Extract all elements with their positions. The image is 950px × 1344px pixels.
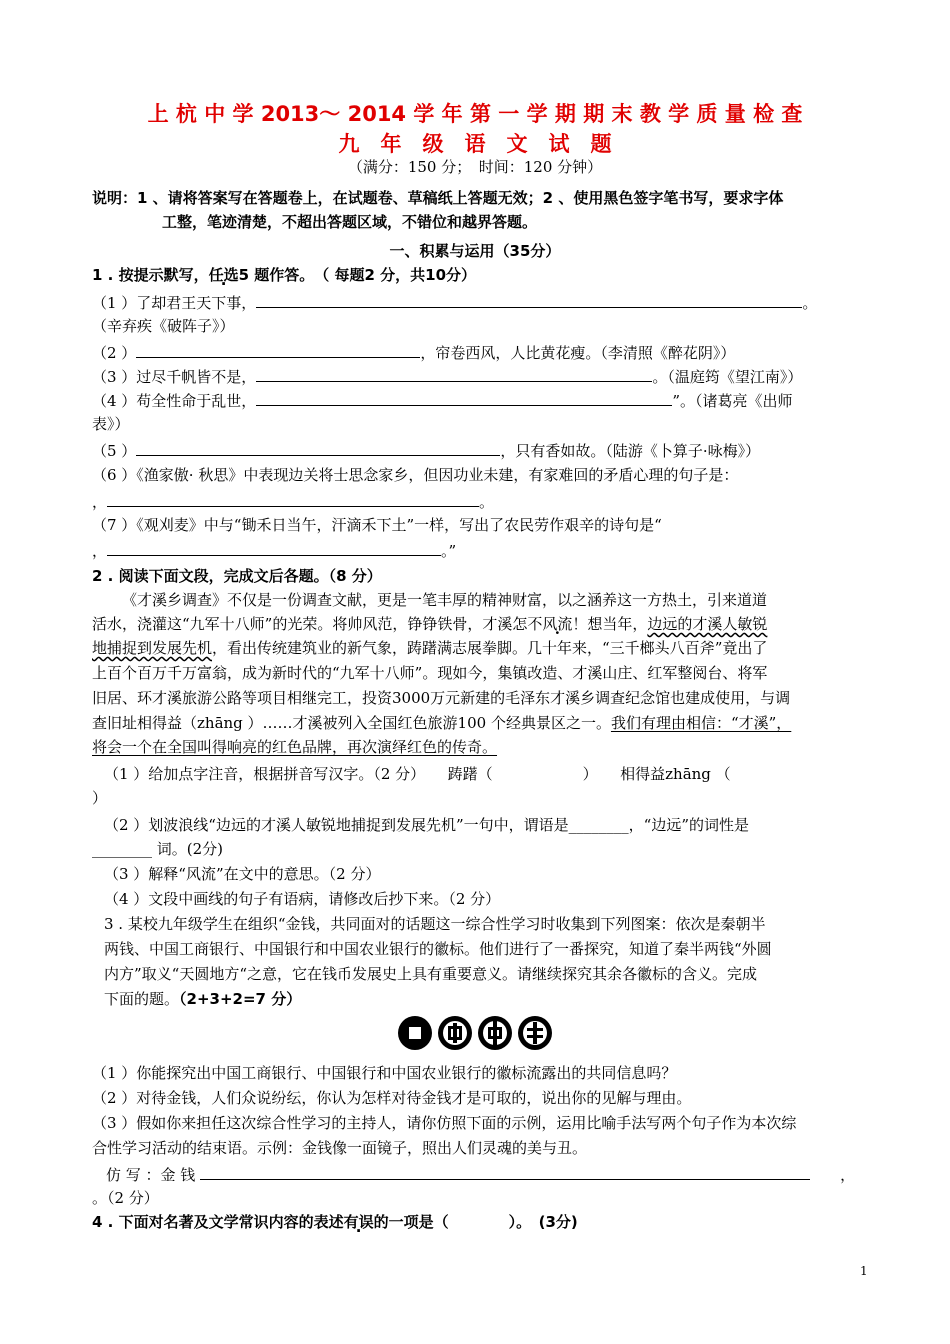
q1-item5: （5 ） ，只有香如故。（陆游《卜算子·咏梅》） <box>92 442 761 460</box>
answer-blank[interactable] <box>256 366 652 382</box>
q1-item7-answer: ， 。” <box>92 542 457 560</box>
bank-emblems <box>398 1016 552 1050</box>
q2-passage-line4: 上百个百万千万富翁，成为新时代的“九军十八师”。现如今，集镇改造、才溪山庄、红军整阅台、将军 <box>92 664 768 682</box>
answer-blank[interactable] <box>107 491 479 507</box>
icbc-logo-icon <box>438 1016 472 1050</box>
q3-sub1: （1 ）你能探究出中国工商银行、中国银行和中国农业银行的徽标流露出的共同信息吗？ <box>92 1064 677 1082</box>
q2-sub1: （1 ）给加点字注音，根据拼音写汉字。（2 分） 踌躇（ ） 相得益zhāng （ <box>104 765 731 783</box>
q1-item4-source: 表》） <box>92 415 130 433</box>
q2-sub1-close: ） <box>92 789 108 807</box>
q3-line1: 3 . 某校九年级学生在组织“金钱，共同面对的话题这一综合性学习时收集到下列图案：依次是秦朝半 <box>104 915 766 933</box>
q2-passage-line6: 查旧址相得益（zhāng ）……才溪被列入全国红色旅游100 个经典景区之一。我们有理由相信：“才溪”， <box>92 714 792 732</box>
answer-blank[interactable] <box>256 390 672 406</box>
page-number: 1 <box>860 1264 868 1278</box>
q2-passage-line1: 《才溪乡调查》不仅是一份调查文献，更是一笔丰厚的精神财富，以之涵养这一方热土，引来道道 <box>122 591 768 609</box>
exam-subtitle: 九 年 级 语 文 试 题 <box>338 132 612 156</box>
q1-item1-source: （辛弃疾《破阵子》） <box>92 317 235 335</box>
q1-item6: （6 ）《渔家傲· 秋思》中表现边关将士思念家乡，但因功业未建，有家难回的矛盾心理的句子是： <box>92 466 739 484</box>
answer-blank[interactable] <box>256 292 802 308</box>
instructions-line2: 工整，笔迹清楚，不超出答题区域，不错位和越界答题。 <box>162 213 538 231</box>
q3-line2: 两钱、中国工商银行、中国银行和中国农业银行的徽标。他们进行了一番探究，知道了秦半两钱“外圆 <box>104 940 772 958</box>
q2-sub4: （4 ）文段中画线的句子有语病，请修改后抄下来。（2 分） <box>104 890 501 908</box>
q4-stem: 4 . 下面对名著及文学常识内容的表述有误的一项是（ ）。 (3分) <box>92 1213 578 1231</box>
q2-passage-line5: 旧居、环才溪旅游公路等项目相继完工，投资3000万元新建的毛泽东才溪乡调查纪念馆也建成使用，与调 <box>92 689 791 707</box>
q2-passage-line7: 将会一个在全国叫得响亮的红色品牌，再次演绎红色的传奇。 <box>92 738 498 756</box>
q2-stem: 2 . 阅读下面文段，完成文后各题。（8 分） <box>92 567 382 585</box>
q2-passage-line2: 活水，浇灌这“九军十八师”的光荣。将帅风范，铮铮铁骨，才溪怎不风流！想当年，边远的才溪人敏锐 <box>92 615 768 633</box>
q1-item3: （3 ）过尽千帆皆不是， 。（温庭筠《望江南》） <box>92 368 803 386</box>
answer-blank[interactable] <box>136 440 500 456</box>
q1-stem: 1 . 按提示默写，任选5 题作答。 （ 每题2 分，共10分） <box>92 266 477 284</box>
q2-sub2-cont: ________ 词。(2分) <box>92 840 224 858</box>
q2-sub2: （2 ）划波浪线“边远的才溪人敏锐地捕捉到发展先机”一句中，谓语是________，“边远”的词性是 <box>104 816 749 834</box>
q1-item6-answer: ， 。 <box>92 493 495 511</box>
boc-logo-icon <box>478 1016 512 1050</box>
q1-item7: （7 ）《观刈麦》中与“锄禾日当午，汗滴禾下土”一样，写出了农民劳作艰辛的诗句是“ <box>92 516 662 534</box>
answer-blank[interactable] <box>200 1164 810 1180</box>
qin-banliang-coin-icon <box>398 1016 432 1050</box>
q3-sub3-line2: 合性学习活动的结束语。示例：金钱像一面镜子，照出人们灵魂的美与丑。 <box>92 1139 588 1157</box>
q3-sub2: （2 ）对待金钱，人们众说纷纭，你认为怎样对待金钱才是可取的，说出你的见解与理由。 <box>92 1089 692 1107</box>
q3-line3: 内方”取义“天圆地方“之意，它在钱币发展史上具有重要意义。请继续探究其余各徽标的含义。完成 <box>104 965 758 983</box>
q3-sub3-line1: （3 ）假如你来担任这次综合性学习的主持人，请你仿照下面的示例，运用比喻手法写两个句子作为本次综 <box>92 1114 797 1132</box>
exam-meta: （满分：150 分； 时间：120 分钟） <box>347 158 603 176</box>
abc-logo-icon <box>518 1016 552 1050</box>
q3-imitation-end: 。（2 分） <box>92 1189 159 1207</box>
answer-blank[interactable] <box>107 540 441 556</box>
q2-passage-line3: 地捕捉到发展先机，看出传统建筑业的新气象，踌躇满志展拳脚。几十年来，“三千榔头八百斧”竟出了 <box>92 639 768 657</box>
q1-item1: （1 ）了却君王天下事， 。 <box>92 294 818 312</box>
q1-item2: （2 ） ，帘卷西风，人比黄花瘦。（李清照《醉花阴》） <box>92 344 736 362</box>
instructions-line1: 说明：1 、请将答案写在答题卷上，在试题卷、草稿纸上答题无效；2 、使用黑色签字笔书写，要求字体 <box>92 189 784 207</box>
section-title: 一、积累与运用（35分） <box>389 242 561 260</box>
exam-title: 上 杭 中 学 2013～ 2014 学 年 第 一 学 期 期 末 教 学 质 量 检 查 <box>147 102 803 126</box>
q2-sub3: （3 ）解释“风流”在文中的意思。（2 分） <box>104 865 381 883</box>
answer-blank[interactable] <box>136 342 420 358</box>
q1-item4: （4 ）苟全性命于乱世， ”。（诸葛亮《出师 <box>92 392 793 410</box>
q3-imitation: 仿 写 ：金 钱 ， <box>106 1166 856 1184</box>
q3-line4: 下面的题。（2+3+2=7 分） <box>104 990 302 1008</box>
